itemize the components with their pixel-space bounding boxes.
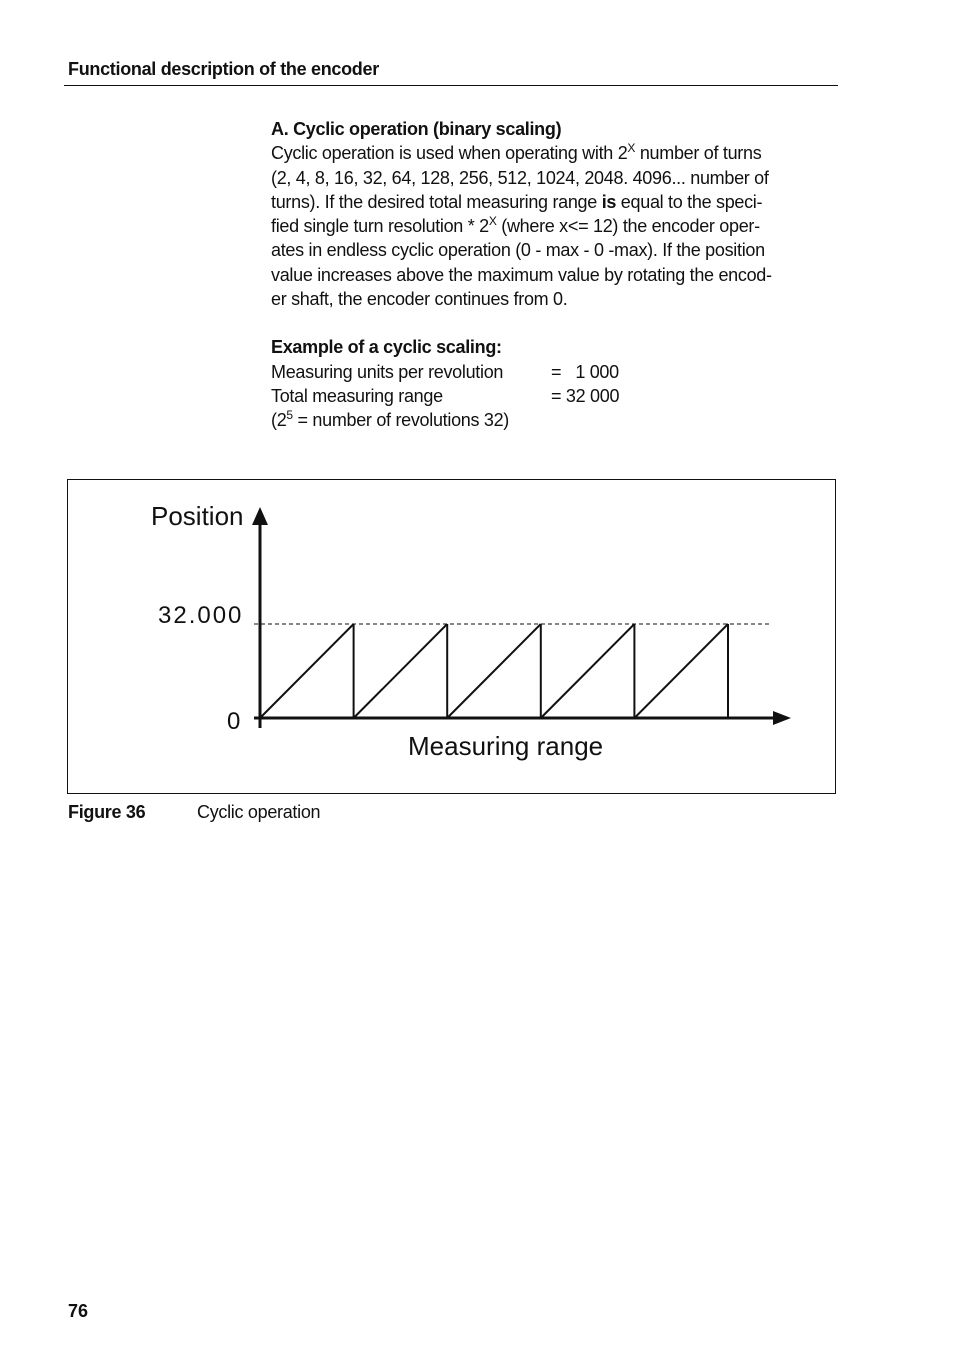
line-text: (2, 4, 8, 16, 32, 64, 128, 256, 512, 1024, 2048. 4096... number of bbox=[271, 167, 769, 188]
exponent: X bbox=[627, 141, 636, 156]
note-text: = number of revolutions 32) bbox=[292, 410, 510, 431]
line-text: number of turns bbox=[635, 143, 762, 164]
y-tick-label-max: 32.000 bbox=[158, 602, 244, 629]
example-title: Example of a cyclic scaling: bbox=[271, 337, 502, 358]
cyclic-operation-chart bbox=[68, 480, 835, 793]
header-divider bbox=[64, 85, 838, 86]
figure-caption-text: Cyclic operation bbox=[197, 802, 321, 822]
paragraph-line bbox=[271, 214, 841, 238]
y-axis-arrow bbox=[252, 507, 268, 525]
note-text: (2 bbox=[271, 410, 287, 431]
example-note bbox=[271, 408, 841, 432]
line-text: Cyclic operation is used when operating with 2 bbox=[271, 143, 628, 164]
line-text: er shaft, the encoder continues from 0. bbox=[271, 289, 568, 310]
paragraph-line bbox=[271, 190, 841, 214]
paragraph-line bbox=[271, 238, 841, 262]
page-number: 76 bbox=[68, 1301, 89, 1321]
example-row bbox=[271, 384, 841, 408]
example-row-label: Total measuring range bbox=[271, 385, 443, 406]
figure-number: Figure 36 bbox=[68, 802, 146, 822]
main-content bbox=[271, 117, 841, 433]
ramp-segment bbox=[447, 624, 541, 718]
exponent: 5 bbox=[286, 408, 293, 423]
ramp-segment bbox=[634, 624, 728, 718]
line-text: turns). If the desired total measuring range bbox=[271, 191, 602, 212]
ramp-segment bbox=[354, 624, 448, 718]
emphasis-text: is bbox=[601, 191, 617, 212]
example-row bbox=[271, 360, 841, 384]
example-row-value: = 32 000 bbox=[551, 385, 620, 406]
line-text: equal to the speci- bbox=[616, 191, 763, 212]
paragraph-line bbox=[271, 166, 841, 190]
y-tick-label-zero: 0 bbox=[227, 708, 241, 735]
line-text: ates in endless cyclic operation (0 - max - 0 -max). If the position bbox=[271, 240, 765, 261]
ramp-segment bbox=[541, 624, 635, 718]
paragraph-line bbox=[271, 141, 841, 165]
x-axis-label: Measuring range bbox=[408, 731, 604, 761]
section-paragraph bbox=[271, 141, 841, 311]
ramp-segment bbox=[260, 624, 354, 718]
line-text: value increases above the maximum value by rotating the encod- bbox=[271, 264, 772, 285]
example-row-value: = 1 000 bbox=[551, 361, 619, 382]
example-row-label: Measuring units per revolution bbox=[271, 361, 504, 382]
line-text: (where x<= 12) the encoder oper- bbox=[496, 216, 760, 237]
example-block bbox=[271, 335, 841, 432]
paragraph-line bbox=[271, 287, 841, 311]
section-title: A. Cyclic operation (binary scaling) bbox=[271, 119, 562, 139]
line-text: fied single turn resolution * 2 bbox=[271, 216, 489, 237]
exponent: X bbox=[488, 214, 497, 229]
y-axis-label: Position bbox=[151, 501, 244, 531]
page-header-title: Functional description of the encoder bbox=[68, 59, 379, 79]
paragraph-line bbox=[271, 263, 841, 287]
figure-caption bbox=[68, 802, 320, 823]
figure-frame bbox=[67, 479, 836, 794]
x-axis-arrow bbox=[773, 711, 791, 725]
